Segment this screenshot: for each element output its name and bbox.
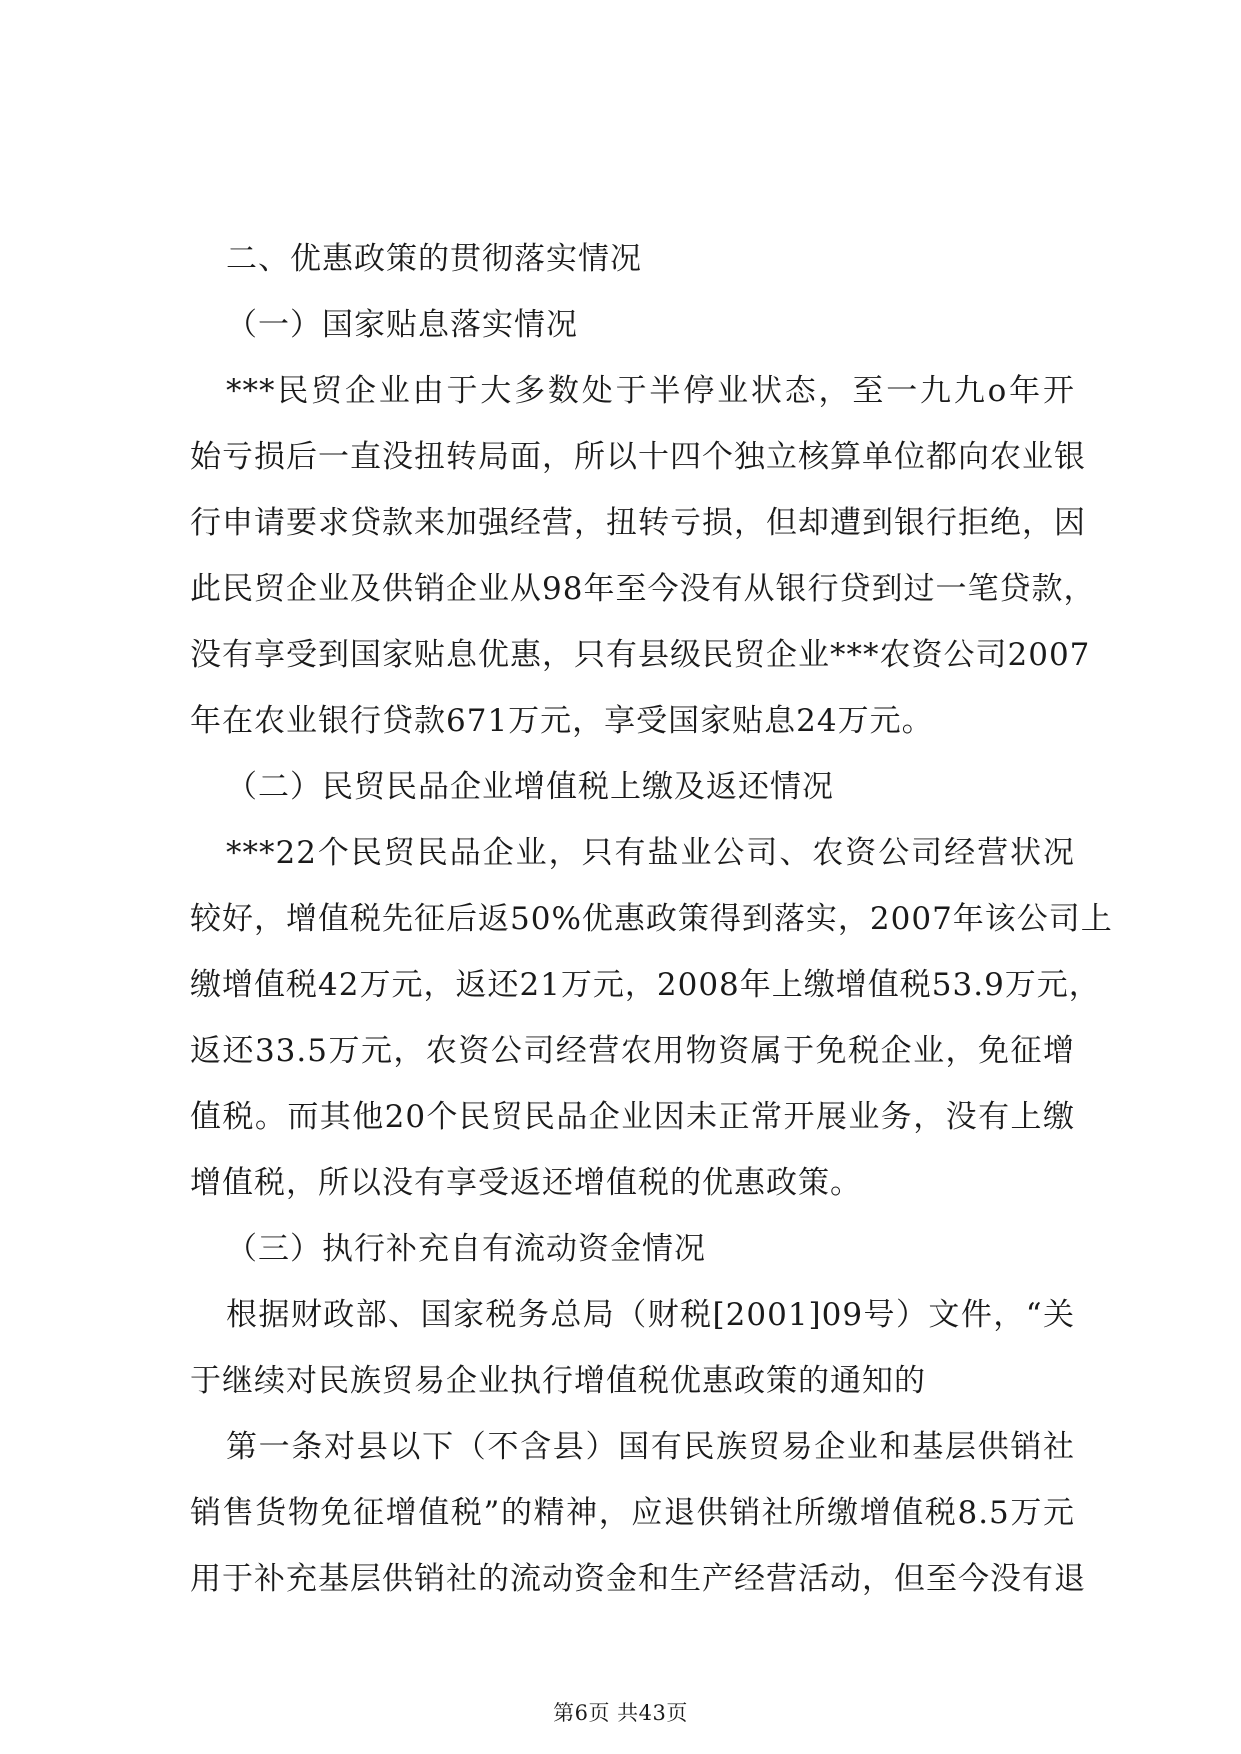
paragraph-line: 值税。而其他20个民贸民品企业因未正常开展业务，没有上缴 xyxy=(190,1099,1075,1135)
paragraph-line: 返还33.5万元，农资公司经营农用物资属于免税企业，免征增 xyxy=(190,1033,1075,1069)
paragraph-line: 第一条对县以下（不含县）国有民族贸易企业和基层供销社 xyxy=(226,1429,1075,1465)
paragraph-line: 用于补充基层供销社的流动资金和生产经营活动，但至今没有退 xyxy=(190,1561,1086,1597)
paragraph-line: ***22个民贸民品企业，只有盐业公司、农资公司经营状况 xyxy=(226,835,1075,871)
paragraph-line: 没有享受到国家贴息优惠，只有县级民贸企业***农资公司2007 xyxy=(190,637,1091,673)
paragraph-line: 销售货物免征增值税”的精神，应退供销社所缴增值税8.5万元 xyxy=(190,1495,1075,1531)
paragraph-line: 此民贸企业及供销企业从98年至今没有从银行贷到过一笔贷款， xyxy=(190,571,1096,607)
paragraph-line: 增值税，所以没有享受返还增值税的优惠政策。 xyxy=(190,1165,862,1201)
subsection-heading: （三）执行补充自有流动资金情况 xyxy=(226,1231,706,1267)
paragraph-line: 于继续对民族贸易企业执行增值税优惠政策的通知的 xyxy=(190,1363,926,1399)
paragraph-line: 缴增值税42万元，返还21万元，2008年上缴增值税53.9万元， xyxy=(190,967,1101,1003)
page-footer: 第6页 共43页 xyxy=(553,1701,688,1725)
document-body xyxy=(190,226,1113,1612)
paragraph-line: 较好，增值税先征后返50%优惠政策得到落实，2007年该公司上 xyxy=(190,901,1113,937)
subsection-heading: （一）国家贴息落实情况 xyxy=(226,307,578,343)
subsection-heading: （二）民贸民品企业增值税上缴及返还情况 xyxy=(226,769,834,805)
paragraph-line: 根据财政部、国家税务总局（财税[2001]09号）文件，“关 xyxy=(226,1297,1075,1333)
paragraph-line: ***民贸企业由于大多数处于半停业状态，至一九九o年开 xyxy=(226,373,1075,409)
paragraph-line: 行申请要求贷款来加强经营，扭转亏损，但却遭到银行拒绝，因 xyxy=(190,505,1086,541)
paragraph-line: 始亏损后一直没扭转局面，所以十四个独立核算单位都向农业银 xyxy=(190,439,1086,475)
section-heading: 二、优惠政策的贯彻落实情况 xyxy=(226,241,642,277)
paragraph-line: 年在农业银行贷款671万元，享受国家贴息24万元。 xyxy=(190,703,934,739)
